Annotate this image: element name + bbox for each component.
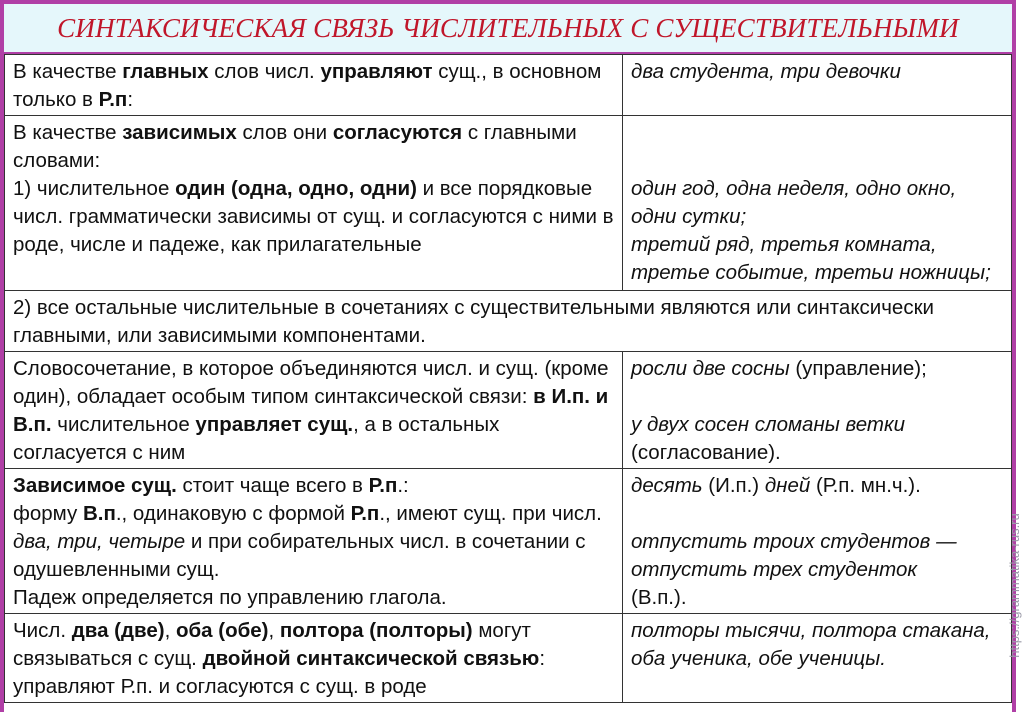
example-cell: полторы тысячи, полтора стакана, оба ученика, обе ученицы. bbox=[623, 614, 1012, 703]
table-row bbox=[5, 614, 1012, 703]
grammar-table bbox=[4, 54, 1012, 703]
rule-cell: В качестве зависимых слов они согласуются с главными словами: 1) числительное один (одна, одно, одни) и все порядковые числ. грамматически зависимы от сущ. и согласуются с ними в роде, числе и падеже, как прилагательные bbox=[5, 116, 623, 291]
title-bar bbox=[4, 4, 1012, 54]
table-row bbox=[5, 116, 1012, 291]
watermark: https://grammatika-rus.ru bbox=[1006, 512, 1022, 658]
table-row bbox=[5, 291, 1012, 352]
table-row bbox=[5, 469, 1012, 614]
example-cell: два студента, три девочки bbox=[623, 55, 1012, 116]
table-row bbox=[5, 352, 1012, 469]
page-title: СИНТАКСИЧЕСКАЯ СВЯЗЬ ЧИСЛИТЕЛЬНЫХ С СУЩЕСТВИТЕЛЬНЫМИ bbox=[57, 12, 959, 43]
rule-cell: Словосочетание, в которое объединяются числ. и сущ. (кроме один), обладает особым типом синтаксической связи: в И.п. и В.п. числительное управляет сущ., а в остальных согласуется с ним bbox=[5, 352, 623, 469]
example-cell: росли две сосны (управление); у двух сосен сломаны ветки (согласование). bbox=[623, 352, 1012, 469]
rule-cell: Числ. два (две), оба (обе), полтора (полторы) могут связываться с сущ. двойной синтаксической связью: управляют Р.п. и согласуются с сущ. в роде bbox=[5, 614, 623, 703]
rule-cell: В качестве главных слов числ. управляют сущ., в основном только в Р.п: bbox=[5, 55, 623, 116]
example-cell: один год, одна неделя, одно окно, одни сутки; третий ряд, третья комната, третье событие, третьи ножницы; bbox=[623, 116, 1012, 291]
rule-cell-full: 2) все остальные числительные в сочетаниях с существительными являются или синтаксически главными, или зависимыми компонентами. bbox=[5, 291, 1012, 352]
example-cell: десять (И.п.) дней (Р.п. мн.ч.). отпустить троих студентов — отпустить трех студенток (В.п.). bbox=[623, 469, 1012, 614]
rule-cell: Зависимое сущ. стоит чаще всего в Р.п.: форму В.п., одинаковую с формой Р.п., имеют сущ. при числ. два, три, четыре и при собирательных числ. в сочетании с одушевленными сущ. Падеж определяется по управлению глагола. bbox=[5, 469, 623, 614]
table-row bbox=[5, 55, 1012, 116]
